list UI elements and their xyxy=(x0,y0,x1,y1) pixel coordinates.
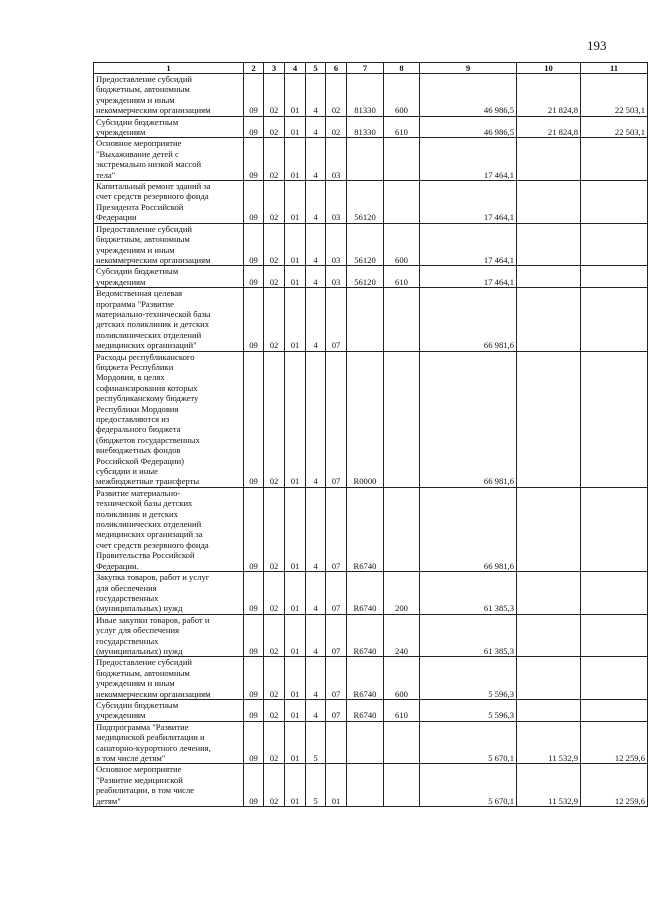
amount-cell-col9: 61 385,3 xyxy=(420,614,517,657)
section-code-cell: 09 xyxy=(244,266,264,288)
column-header: 6 xyxy=(326,63,347,74)
amount-cell-col10: 11 532,9 xyxy=(517,764,581,807)
column-header: 1 xyxy=(94,63,244,74)
expense-type-code-cell: 200 xyxy=(384,572,420,615)
subsection-code-cell: 02 xyxy=(264,138,285,181)
amount-cell-col10 xyxy=(517,266,581,288)
program-code-cell: 01 xyxy=(285,614,306,657)
section-code-cell: 09 xyxy=(244,614,264,657)
amount-cell-col9: 61 385,3 xyxy=(420,572,517,615)
section-code-cell: 09 xyxy=(244,74,264,117)
table-row xyxy=(94,181,648,224)
table-row xyxy=(94,699,648,721)
table-row xyxy=(94,657,648,700)
expense-type-code-cell xyxy=(384,138,420,181)
target-item-code-cell xyxy=(347,138,384,181)
target-item-code-cell: 56120 xyxy=(347,266,384,288)
program-code-cell: 01 xyxy=(285,487,306,571)
table-row xyxy=(94,764,648,807)
section-code-cell: 09 xyxy=(244,764,264,807)
program-code-cell: 01 xyxy=(285,74,306,117)
program-code-cell: 01 xyxy=(285,138,306,181)
expense-type-code-cell: 610 xyxy=(384,116,420,138)
column-header: 10 xyxy=(517,63,581,74)
event-code-cell: 07 xyxy=(326,657,347,700)
column-header: 9 xyxy=(420,63,517,74)
row-name-cell: Субсидии бюджетным учреждениям xyxy=(94,116,244,138)
event-code-cell: 01 xyxy=(326,764,347,807)
expense-type-code-cell xyxy=(384,288,420,351)
subsection-code-cell: 02 xyxy=(264,181,285,224)
program-code-cell: 01 xyxy=(285,288,306,351)
section-code-cell: 09 xyxy=(244,572,264,615)
amount-cell-col9: 17 464,1 xyxy=(420,138,517,181)
section-code-cell: 09 xyxy=(244,721,264,764)
column-header: 3 xyxy=(264,63,285,74)
amount-cell-col11 xyxy=(581,138,648,181)
table-row xyxy=(94,614,648,657)
expense-type-code-cell: 610 xyxy=(384,266,420,288)
row-name-cell: Расходы республиканского бюджета Республики Мордовия, в целях софинансирования которых республиканскому бюджету Республики Мордовия предоставляются из федерального бюджета (бюджетов государственных внебюджетных фондов Российской Федерации) субсидии и иные межбюджетные трансферты xyxy=(94,351,244,487)
event-code-cell: 03 xyxy=(326,266,347,288)
row-name-cell: Капитальный ремонт зданий за счет средств резервного фонда Президента Российской Федерации xyxy=(94,181,244,224)
section-code-cell: 09 xyxy=(244,699,264,721)
program-code-cell: 01 xyxy=(285,764,306,807)
amount-cell-col10 xyxy=(517,614,581,657)
row-name-cell: Субсидии бюджетным учреждениям xyxy=(94,266,244,288)
program-code-cell: 01 xyxy=(285,351,306,487)
program-code-cell: 01 xyxy=(285,572,306,615)
table-row xyxy=(94,288,648,351)
target-item-code-cell: 56120 xyxy=(347,181,384,224)
target-item-code-cell xyxy=(347,721,384,764)
subsection-code-cell: 02 xyxy=(264,699,285,721)
amount-cell-col11 xyxy=(581,657,648,700)
amount-cell-col11 xyxy=(581,572,648,615)
table-row xyxy=(94,74,648,117)
amount-cell-col10 xyxy=(517,487,581,571)
program-code-cell: 01 xyxy=(285,266,306,288)
row-name-cell: Ведомственная целевая программа "Развитие материально-технической базы детских поликлиник и детских поликлинических отделений медицинских организаций" xyxy=(94,288,244,351)
table-row xyxy=(94,721,648,764)
amount-cell-col11: 22 503,1 xyxy=(581,116,648,138)
subsection-code-cell: 02 xyxy=(264,74,285,117)
row-name-cell: Предоставление субсидий бюджетным, автономным учреждениям и иным некоммерческим организациям xyxy=(94,74,244,117)
section-code-cell: 09 xyxy=(244,351,264,487)
amount-cell-col11 xyxy=(581,699,648,721)
amount-cell-col9: 46 986,5 xyxy=(420,116,517,138)
expense-type-code-cell xyxy=(384,487,420,571)
amount-cell-col10 xyxy=(517,138,581,181)
amount-cell-col11 xyxy=(581,288,648,351)
amount-cell-col9: 5 670,1 xyxy=(420,764,517,807)
column-header: 11 xyxy=(581,63,648,74)
subprogram-code-cell: 4 xyxy=(306,266,326,288)
subprogram-code-cell: 4 xyxy=(306,223,326,266)
amount-cell-col10: 11 532,9 xyxy=(517,721,581,764)
target-item-code-cell: R6740 xyxy=(347,572,384,615)
amount-cell-col10 xyxy=(517,572,581,615)
table-row xyxy=(94,572,648,615)
amount-cell-col11: 12 259,6 xyxy=(581,721,648,764)
expense-type-code-cell: 600 xyxy=(384,74,420,117)
subsection-code-cell: 02 xyxy=(264,266,285,288)
amount-cell-col9: 17 464,1 xyxy=(420,266,517,288)
target-item-code-cell xyxy=(347,764,384,807)
section-code-cell: 09 xyxy=(244,288,264,351)
amount-cell-col10 xyxy=(517,288,581,351)
event-code-cell: 02 xyxy=(326,116,347,138)
expense-type-code-cell: 240 xyxy=(384,614,420,657)
expense-type-code-cell: 600 xyxy=(384,657,420,700)
target-item-code-cell: 81330 xyxy=(347,116,384,138)
subsection-code-cell: 02 xyxy=(264,351,285,487)
subprogram-code-cell: 5 xyxy=(306,721,326,764)
amount-cell-col11 xyxy=(581,181,648,224)
section-code-cell: 09 xyxy=(244,116,264,138)
row-name-cell: Основное мероприятие "Выхаживание детей с экстремально низкой массой тела" xyxy=(94,138,244,181)
subsection-code-cell: 02 xyxy=(264,764,285,807)
event-code-cell: 07 xyxy=(326,487,347,571)
amount-cell-col11 xyxy=(581,487,648,571)
subsection-code-cell: 02 xyxy=(264,657,285,700)
subprogram-code-cell: 4 xyxy=(306,657,326,700)
amount-cell-col10 xyxy=(517,223,581,266)
amount-cell-col10 xyxy=(517,657,581,700)
program-code-cell: 01 xyxy=(285,223,306,266)
subprogram-code-cell: 4 xyxy=(306,138,326,181)
expense-type-code-cell xyxy=(384,764,420,807)
row-name-cell: Предоставление субсидий бюджетным, автономным учреждениям и иным некоммерческим организациям xyxy=(94,657,244,700)
target-item-code-cell: R6740 xyxy=(347,657,384,700)
target-item-code-cell xyxy=(347,288,384,351)
subprogram-code-cell: 4 xyxy=(306,699,326,721)
subsection-code-cell: 02 xyxy=(264,614,285,657)
row-name-cell: Предоставление субсидий бюджетным, автономным учреждениям и иным некоммерческим организациям xyxy=(94,223,244,266)
program-code-cell: 01 xyxy=(285,721,306,764)
target-item-code-cell: 56120 xyxy=(347,223,384,266)
subprogram-code-cell: 4 xyxy=(306,487,326,571)
program-code-cell: 01 xyxy=(285,657,306,700)
subsection-code-cell: 02 xyxy=(264,721,285,764)
target-item-code-cell: 81330 xyxy=(347,74,384,117)
subprogram-code-cell: 4 xyxy=(306,288,326,351)
amount-cell-col10 xyxy=(517,181,581,224)
target-item-code-cell: R6740 xyxy=(347,614,384,657)
expense-type-code-cell xyxy=(384,181,420,224)
table-row xyxy=(94,266,648,288)
table-body xyxy=(94,74,648,807)
amount-cell-col9: 66 981,6 xyxy=(420,288,517,351)
amount-cell-col9: 5 670,1 xyxy=(420,721,517,764)
amount-cell-col9: 5 596,3 xyxy=(420,699,517,721)
amount-cell-col11: 22 503,1 xyxy=(581,74,648,117)
amount-cell-col9: 5 596,3 xyxy=(420,657,517,700)
amount-cell-col10: 21 824,8 xyxy=(517,74,581,117)
amount-cell-col11 xyxy=(581,614,648,657)
row-name-cell: Субсидии бюджетным учреждениям xyxy=(94,699,244,721)
amount-cell-col11 xyxy=(581,351,648,487)
column-header: 7 xyxy=(347,63,384,74)
event-code-cell: 07 xyxy=(326,288,347,351)
page-number: 193 xyxy=(587,38,607,53)
subsection-code-cell: 02 xyxy=(264,487,285,571)
event-code-cell: 03 xyxy=(326,138,347,181)
event-code-cell: 07 xyxy=(326,572,347,615)
amount-cell-col11 xyxy=(581,223,648,266)
table-row xyxy=(94,487,648,571)
subprogram-code-cell: 4 xyxy=(306,572,326,615)
amount-cell-col11 xyxy=(581,266,648,288)
event-code-cell: 02 xyxy=(326,74,347,117)
expense-type-code-cell: 610 xyxy=(384,699,420,721)
subprogram-code-cell: 4 xyxy=(306,181,326,224)
amount-cell-col11: 12 259,6 xyxy=(581,764,648,807)
expense-type-code-cell xyxy=(384,721,420,764)
section-code-cell: 09 xyxy=(244,223,264,266)
table-row xyxy=(94,138,648,181)
row-name-cell: Развитие материально- технической базы детских поликлиник и детских поликлинических отделений медицинских организаций за счет средств резервного фонда Правительства Российской Федерации. xyxy=(94,487,244,571)
section-code-cell: 09 xyxy=(244,487,264,571)
subprogram-code-cell: 5 xyxy=(306,764,326,807)
column-header: 5 xyxy=(306,63,326,74)
program-code-cell: 01 xyxy=(285,181,306,224)
subsection-code-cell: 02 xyxy=(264,288,285,351)
subprogram-code-cell: 4 xyxy=(306,74,326,117)
table-header-row xyxy=(94,63,648,74)
row-name-cell: Иные закупки товаров, работ и услуг для обеспечения государственных (муниципальных) нужд xyxy=(94,614,244,657)
amount-cell-col9: 17 464,1 xyxy=(420,223,517,266)
subprogram-code-cell: 4 xyxy=(306,116,326,138)
table-row xyxy=(94,223,648,266)
amount-cell-col10: 21 824,8 xyxy=(517,116,581,138)
table-row xyxy=(94,351,648,487)
budget-table xyxy=(93,62,648,807)
table-row xyxy=(94,116,648,138)
subsection-code-cell: 02 xyxy=(264,572,285,615)
expense-type-code-cell xyxy=(384,351,420,487)
target-item-code-cell: R0000 xyxy=(347,351,384,487)
event-code-cell: 07 xyxy=(326,351,347,487)
row-name-cell: Основное мероприятие "Развитие медицинской реабилитации, в том числе детям" xyxy=(94,764,244,807)
subprogram-code-cell: 4 xyxy=(306,614,326,657)
column-header: 2 xyxy=(244,63,264,74)
event-code-cell: 03 xyxy=(326,223,347,266)
expense-type-code-cell: 600 xyxy=(384,223,420,266)
amount-cell-col9: 17 464,1 xyxy=(420,181,517,224)
section-code-cell: 09 xyxy=(244,138,264,181)
event-code-cell: 03 xyxy=(326,181,347,224)
amount-cell-col9: 66 981,6 xyxy=(420,351,517,487)
section-code-cell: 09 xyxy=(244,657,264,700)
amount-cell-col10 xyxy=(517,351,581,487)
event-code-cell: 07 xyxy=(326,699,347,721)
column-header: 4 xyxy=(285,63,306,74)
target-item-code-cell: R6740 xyxy=(347,699,384,721)
target-item-code-cell: R6740 xyxy=(347,487,384,571)
row-name-cell: Подпрограмма "Развитие медицинской реабилитации и санаторно-курортного лечения, в том числе детям" xyxy=(94,721,244,764)
column-header: 8 xyxy=(384,63,420,74)
event-code-cell: 07 xyxy=(326,614,347,657)
amount-cell-col9: 66 981,6 xyxy=(420,487,517,571)
section-code-cell: 09 xyxy=(244,181,264,224)
amount-cell-col10 xyxy=(517,699,581,721)
program-code-cell: 01 xyxy=(285,699,306,721)
row-name-cell: Закупка товаров, работ и услуг для обеспечения государственных (муниципальных) нужд xyxy=(94,572,244,615)
subprogram-code-cell: 4 xyxy=(306,351,326,487)
amount-cell-col9: 46 986,5 xyxy=(420,74,517,117)
program-code-cell: 01 xyxy=(285,116,306,138)
subsection-code-cell: 02 xyxy=(264,116,285,138)
event-code-cell xyxy=(326,721,347,764)
subsection-code-cell: 02 xyxy=(264,223,285,266)
